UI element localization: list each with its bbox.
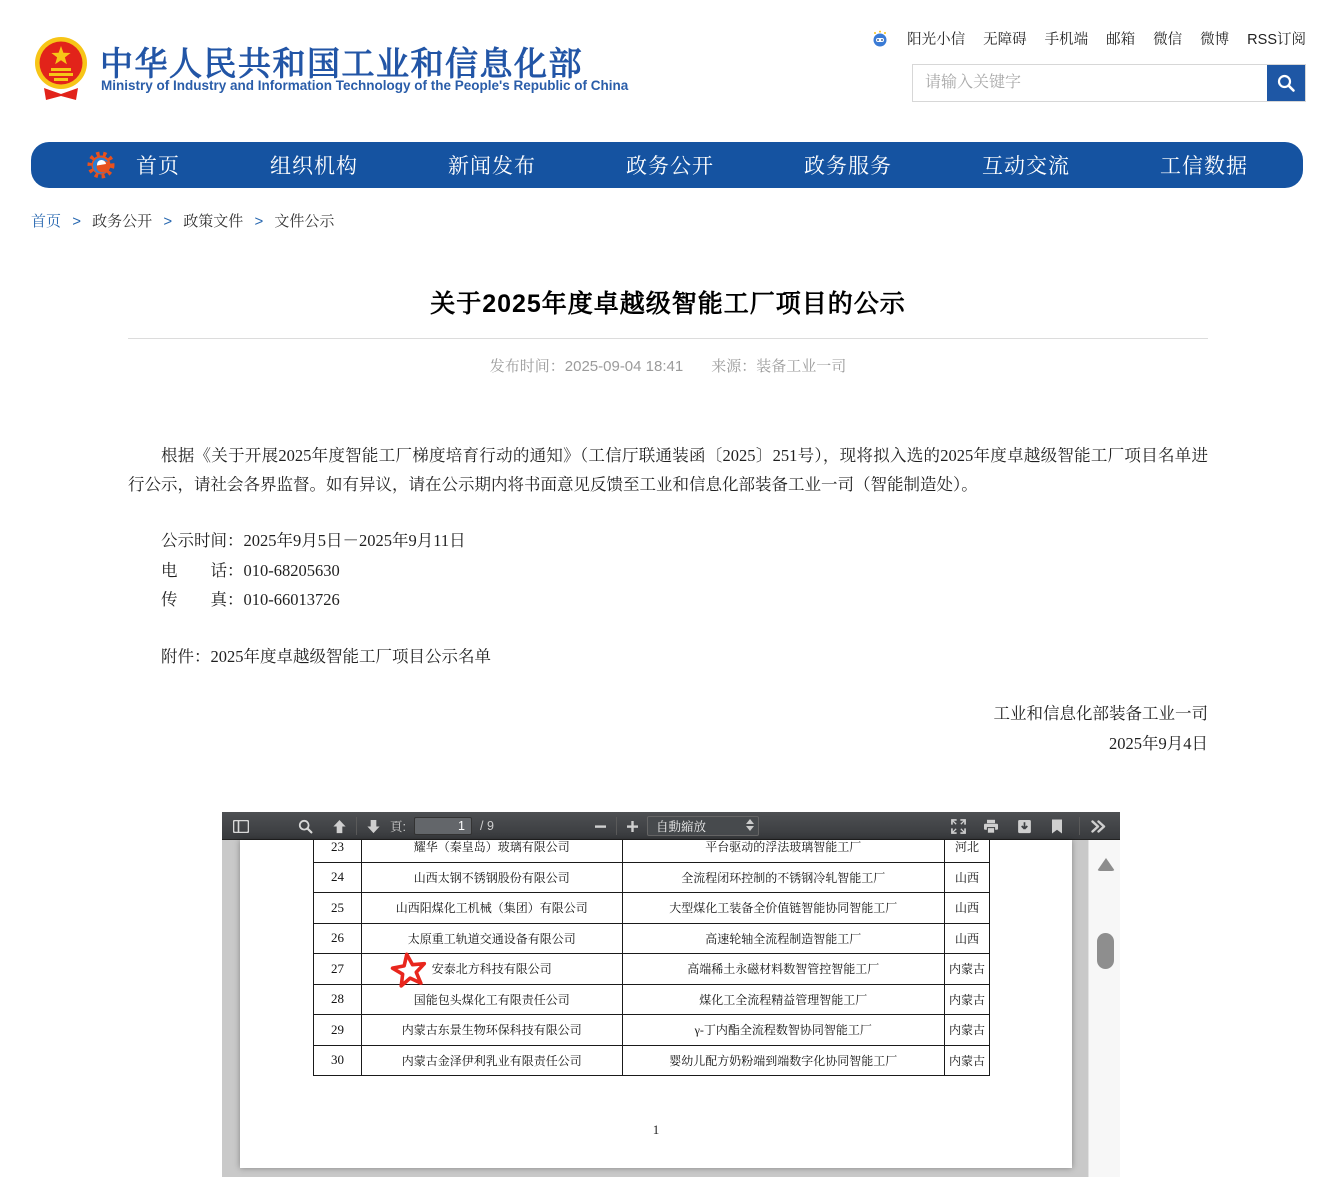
cell-project: 煤化工全流程精益管理智能工厂 (622, 984, 944, 1015)
pdf-viewer (222, 812, 1120, 1177)
site-title: 中华人民共和国工业和信息化部 (100, 45, 583, 82)
fullscreen-icon (951, 819, 966, 834)
nav-item-gov-affairs[interactable]: 政务公开 (626, 155, 714, 178)
breadcrumb (31, 210, 334, 231)
cell-no: 30 (314, 1045, 362, 1076)
cell-company: 内蒙古金泽伊利乳业有限责任公司 (361, 1045, 622, 1076)
quick-links (900, 28, 1306, 49)
quick-link-rss[interactable]: RSS订阅 (1247, 32, 1306, 48)
quick-link-accessibility[interactable]: 无障碍 (983, 32, 1027, 48)
nav-item-news[interactable]: 新闻发布 (448, 155, 536, 178)
cell-no: 25 (314, 893, 362, 924)
search-bar (912, 64, 1306, 102)
pdf-page-number: 1 (652, 1122, 660, 1137)
print-button[interactable] (978, 812, 1004, 840)
breadcrumb-policy-files[interactable]: 政策文件 (183, 213, 244, 230)
zoom-mode-value: 自動縮放 (656, 820, 707, 834)
cell-province: 河北 (945, 840, 990, 862)
source-value: 装备工业一司 (756, 358, 847, 375)
breadcrumb-separator: > (72, 213, 81, 230)
nav-items (136, 150, 1248, 180)
bookmark-button[interactable] (1044, 812, 1070, 840)
pdf-scrollbar (1088, 840, 1120, 1177)
cell-province: 山西 (945, 893, 990, 924)
arrow-up-icon (332, 819, 347, 834)
more-tools-button[interactable] (1084, 812, 1112, 840)
download-button[interactable] (1011, 812, 1037, 840)
table-row (314, 984, 990, 1015)
page-label: 頁: (390, 820, 406, 834)
cell-no: 27 (314, 954, 362, 985)
article-title: 关于2025年度卓越级智能工厂项目的公示 (430, 290, 906, 318)
pdf-content-area (222, 840, 1120, 1177)
page-total: / 9 (480, 819, 494, 833)
nav-item-interaction[interactable]: 互动交流 (982, 155, 1070, 178)
breadcrumb-separator: > (163, 213, 173, 230)
mascot-icon (871, 30, 889, 48)
paragraph-publicity-period: 公示时间：2025年9月5日－2025年9月11日 (161, 531, 466, 550)
toolbar-separator (616, 817, 617, 835)
breadcrumb-current: 文件公示 (274, 213, 335, 230)
cell-project: 婴幼儿配方奶粉端到端数字化协同智能工厂 (622, 1045, 944, 1076)
cell-no: 29 (314, 1015, 362, 1046)
cell-project: 全流程闭环控制的不锈钢冷轧智能工厂 (622, 862, 944, 893)
breadcrumb-gov-affairs[interactable]: 政务公开 (92, 213, 153, 230)
main-nav (31, 142, 1303, 188)
table-row (314, 1015, 990, 1046)
cell-no: 23 (314, 840, 362, 862)
article-meta (128, 355, 1208, 376)
toolbar-separator (1079, 817, 1080, 835)
nav-item-gov-services[interactable]: 政务服务 (804, 155, 892, 178)
cell-company: 耀华（秦皇岛）玻璃有限公司 (361, 840, 622, 862)
nav-item-organization[interactable]: 组织机构 (270, 155, 358, 178)
next-page-button[interactable] (360, 812, 386, 840)
chevron-double-right-icon (1090, 820, 1106, 833)
zoom-in-button[interactable] (620, 812, 644, 840)
miit-gear-icon (86, 150, 116, 180)
paragraph-telephone: 电 话：010-68205630 (161, 561, 340, 580)
cell-company: 太原重工轨道交通设备有限公司 (361, 923, 622, 954)
printer-icon (983, 819, 999, 834)
source-label: 来源： (711, 358, 757, 375)
cell-no: 28 (314, 984, 362, 1015)
nav-item-data[interactable]: 工信数据 (1160, 155, 1248, 178)
search-icon (298, 819, 313, 834)
cell-company: 安泰北方科技有限公司 (361, 954, 622, 985)
cell-project: γ-丁内酯全流程数智协同智能工厂 (622, 1015, 944, 1046)
select-spinner-icon (746, 819, 754, 831)
find-button[interactable] (292, 812, 318, 840)
quick-link-weibo[interactable]: 微博 (1200, 32, 1230, 48)
arrow-down-icon (366, 819, 381, 834)
paragraph-fax: 传 真：010-66013726 (161, 590, 340, 609)
cell-project: 高速轮轴全流程制造智能工厂 (622, 923, 944, 954)
red-star-annotation-icon (388, 950, 431, 991)
paragraph-attachment: 附件：2025年度卓越级智能工厂项目公示名单 (161, 647, 491, 666)
cell-province: 山西 (945, 862, 990, 893)
cell-company: 内蒙古东景生物环保科技有限公司 (361, 1015, 622, 1046)
nav-item-home[interactable]: 首页 (136, 155, 180, 178)
zoom-mode-select[interactable] (647, 816, 759, 836)
breadcrumb-home[interactable]: 首页 (31, 213, 62, 230)
cell-province: 内蒙古 (945, 954, 990, 985)
zoom-out-button[interactable] (588, 812, 612, 840)
search-input[interactable] (913, 65, 1267, 101)
table-row (314, 840, 990, 862)
pdf-page (240, 840, 1072, 1168)
scrollbar-thumb[interactable] (1097, 933, 1114, 969)
scroll-up-arrow[interactable] (1097, 858, 1115, 871)
signature-org: 工业和信息化部装备工业一司 (993, 704, 1208, 723)
cell-no: 26 (314, 923, 362, 954)
site-subtitle: Ministry of Industry and Information Technology of the People's Republic of China (101, 78, 629, 93)
search-icon (1276, 73, 1296, 93)
cell-province: 内蒙古 (945, 1045, 990, 1076)
table-row (314, 923, 990, 954)
publish-time: 2025-09-04 18:41 (564, 358, 684, 375)
page-number-input[interactable] (414, 817, 472, 835)
pdf-toolbar (222, 812, 1120, 840)
download-icon (1017, 819, 1032, 834)
cell-province: 山西 (945, 923, 990, 954)
cell-project: 平台驱动的浮法玻璃智能工厂 (622, 840, 944, 862)
cell-no: 24 (314, 862, 362, 893)
signature-date: 2025年9月4日 (1109, 734, 1208, 753)
toolbar-separator (356, 817, 357, 835)
table-row (314, 862, 990, 893)
cell-province: 内蒙古 (945, 984, 990, 1015)
cell-company: 山西太钢不锈钢股份有限公司 (361, 862, 622, 893)
bookmark-icon (1051, 819, 1063, 834)
breadcrumb-separator: > (254, 213, 264, 230)
presentation-mode-button[interactable] (945, 812, 971, 840)
cell-project: 高端稀土永磁材料数智管控智能工厂 (622, 954, 944, 985)
national-emblem-logo (34, 32, 88, 102)
table-row (314, 893, 990, 924)
quick-link-wechat[interactable]: 微信 (1153, 32, 1183, 48)
cell-company: 国能包头煤化工有限责任公司 (361, 984, 622, 1015)
publish-time-label: 发布时间： (489, 358, 565, 375)
quick-link-mail[interactable]: 邮箱 (1106, 32, 1136, 48)
plus-icon (626, 820, 639, 833)
minus-icon (594, 820, 607, 833)
search-button[interactable] (1267, 65, 1305, 101)
quick-link-sunshine[interactable]: 阳光小信 (907, 32, 966, 48)
cell-project: 大型煤化工装备全价值链智能协同智能工厂 (622, 893, 944, 924)
sidebar-toggle-button[interactable] (228, 812, 254, 840)
previous-page-button[interactable] (326, 812, 352, 840)
cell-province: 内蒙古 (945, 1015, 990, 1046)
quick-link-mobile[interactable]: 手机端 (1044, 32, 1089, 48)
cell-company: 山西阳煤化工机械（集团）有限公司 (361, 893, 622, 924)
table-row (314, 1045, 990, 1076)
paragraph-intro: 根据《关于开展2025年度智能工厂梯度培育行动的通知》（工信厅联通装函〔2025〕251号），现将拟入选的2025年度卓越级智能工厂项目名单进行公示，请社会各界监督。如有异议，请在公示期内将书面意见反馈至工业和信息化部装备工业一司（智能制造处）。 (128, 446, 1208, 494)
title-divider (128, 338, 1208, 339)
